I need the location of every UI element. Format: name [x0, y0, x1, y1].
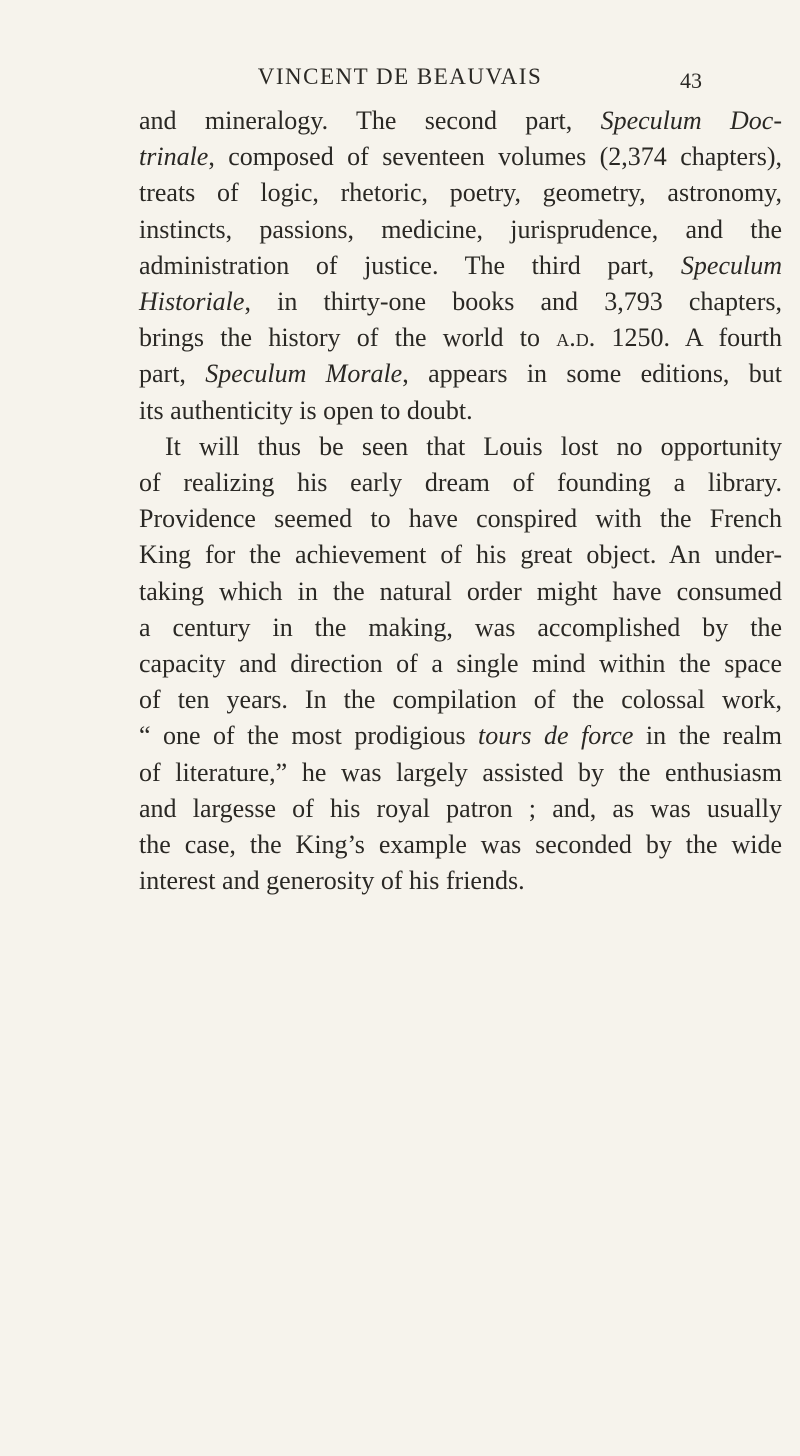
text-line: [139, 610, 782, 646]
text-line: [139, 139, 782, 175]
text-line: [139, 320, 782, 356]
text-run: “ one of the most prodigious: [139, 721, 479, 751]
text-run: administration of justice. The third part,: [139, 250, 681, 280]
text-run: in the realm: [633, 721, 782, 751]
text-run: treats of logic, rhetoric, poetry, geometry, astronomy,: [139, 178, 782, 208]
italic-text: Historiale: [139, 287, 245, 317]
italic-text: trinale: [139, 142, 209, 172]
text-run: capacity and direction of a single mind within the space: [139, 649, 782, 679]
text-run: 1250. A fourth: [595, 323, 782, 353]
text-line: [139, 682, 782, 718]
italic-text: Speculum Doc-: [600, 106, 782, 135]
text-run: , appears in some editions, but: [402, 359, 782, 389]
text-line: [139, 537, 782, 573]
text-line: [139, 718, 782, 754]
text-run: , in thirty-one books and 3,793 chapters,: [244, 287, 782, 317]
text-run: instincts, passions, medicine, jurisprudence, and the: [139, 214, 782, 244]
text-run: and mineralogy. The second part,: [139, 106, 601, 135]
text-run: a century in the making, was accomplished by the: [139, 612, 782, 642]
body-text: [139, 103, 782, 899]
text-run: part,: [139, 359, 206, 389]
text-run: It will thus be seen that Louis lost no opportunity: [165, 431, 782, 461]
text-line: [139, 791, 782, 827]
text-run: interest and generosity of his friends.: [139, 866, 525, 896]
text-line: [139, 248, 782, 284]
text-run: King for the achievement of his great object. An under-: [139, 540, 782, 570]
text-line: [139, 284, 782, 320]
text-line: [139, 356, 782, 392]
text-line: [139, 501, 782, 537]
text-line: [139, 646, 782, 682]
text-run: and largesse of his royal patron ; and, as was usually: [139, 793, 782, 823]
text-line: [139, 863, 782, 899]
text-run: , composed of seventeen volumes (2,374 chapters),: [208, 142, 782, 172]
text-line: [139, 429, 782, 465]
text-run: taking which in the natural order might have consumed: [139, 576, 782, 606]
text-run: its authenticity is open to doubt.: [139, 395, 473, 425]
text-line: [139, 574, 782, 610]
text-run: brings the history of the world to: [139, 323, 557, 353]
page-number: 43: [680, 68, 702, 93]
text-line: [139, 103, 782, 139]
italic-text: tours de force: [478, 721, 634, 751]
text-line: [139, 393, 782, 429]
text-run: of literature,” he was largely assisted by the enthusiasm: [139, 757, 782, 787]
text-line: [139, 827, 782, 863]
text-line: [139, 175, 782, 211]
text-line: [139, 465, 782, 501]
italic-text: Speculum Morale: [205, 359, 403, 389]
text-run: the case, the King’s example was seconded by the wide: [139, 830, 782, 860]
text-run: of ten years. In the compilation of the colossal work,: [139, 685, 782, 715]
text-line: [139, 755, 782, 791]
italic-text: Speculum: [680, 250, 782, 280]
text-run: a.d.: [556, 323, 596, 353]
text-run: of realizing his early dream of founding a library.: [139, 468, 782, 498]
running-head: VINCENT DE BEAUVAIS: [257, 64, 543, 89]
text-run: Providence seemed to have conspired with the French: [139, 504, 782, 534]
text-line: [139, 212, 782, 248]
